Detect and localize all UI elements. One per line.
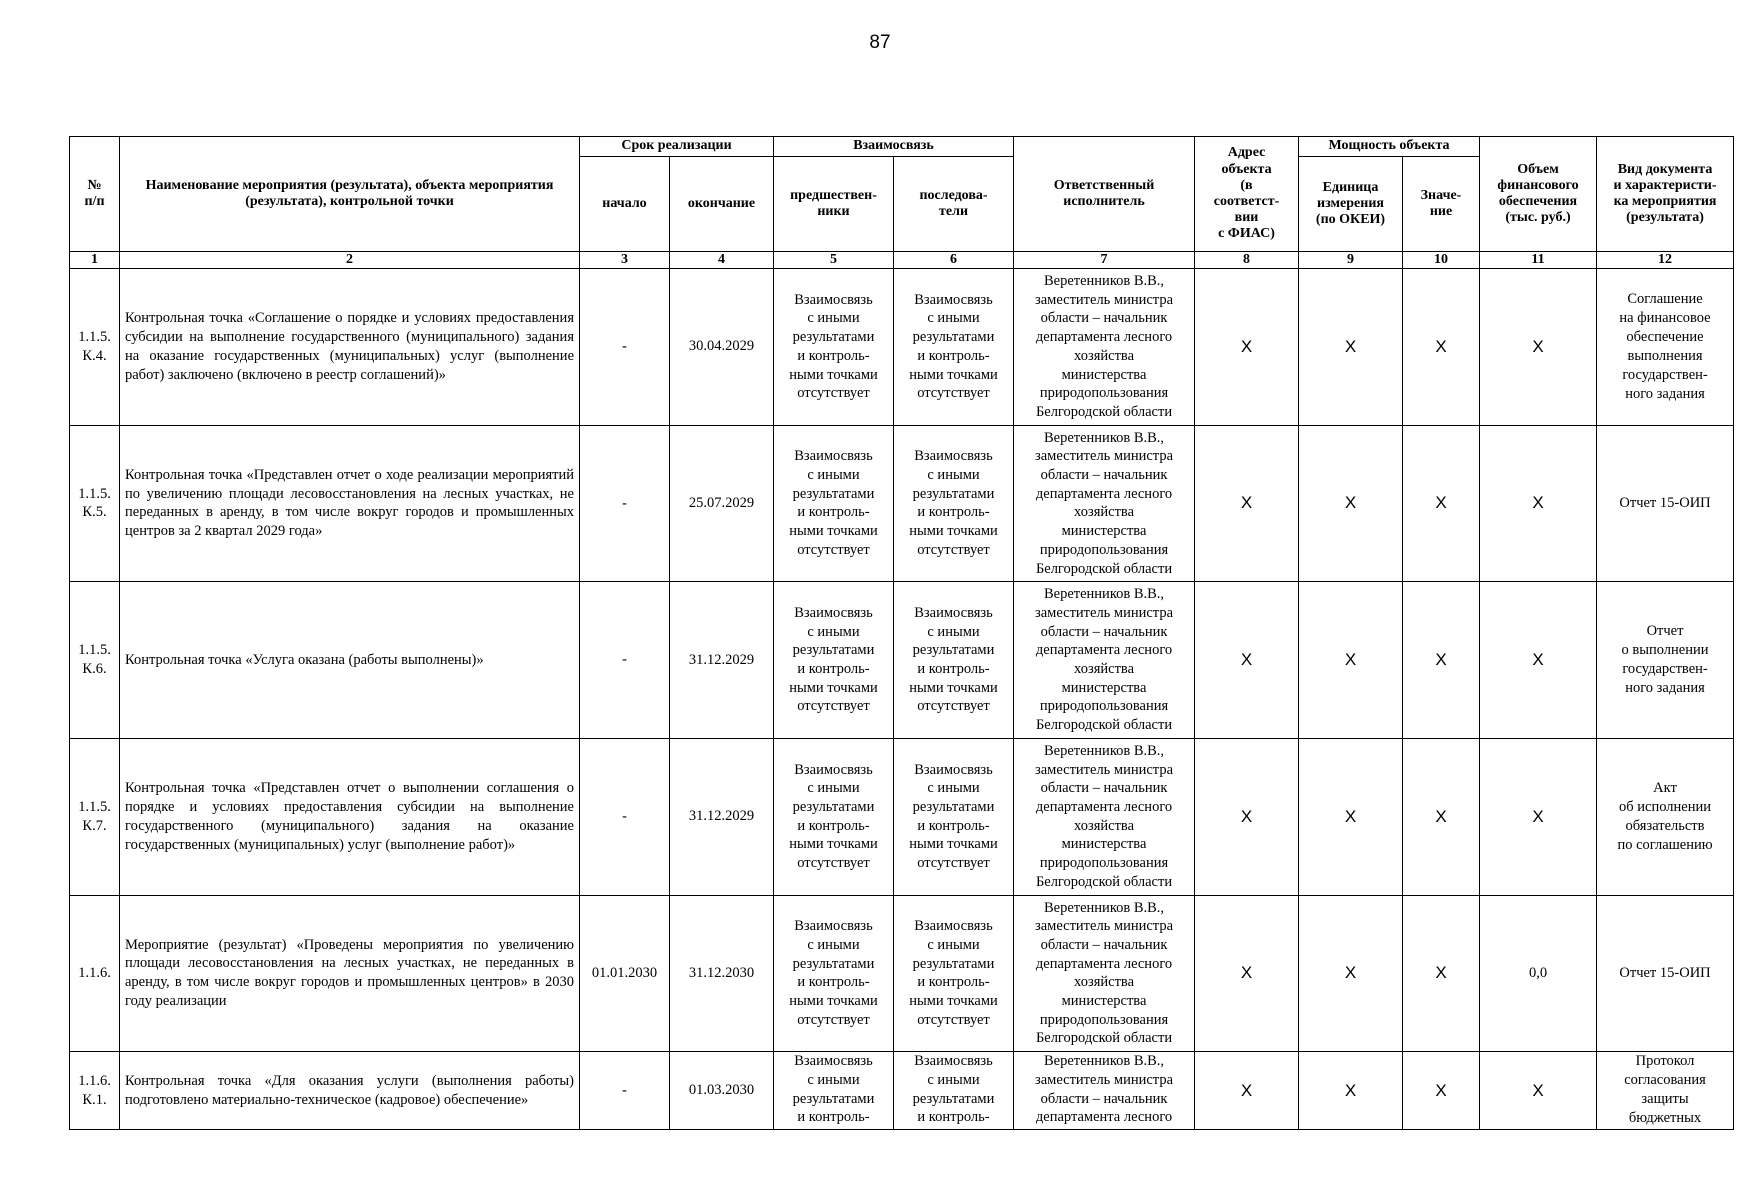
row-successors: Взаимосвязь с иными результатами и контроль- ными точками отсутствует <box>894 425 1014 582</box>
header-value: Значе- ние <box>1403 157 1480 252</box>
row-predecessors: Взаимосвязь с иными результатами и контроль- ными точками отсутствует <box>774 895 894 1052</box>
row-end: 31.12.2029 <box>670 582 774 739</box>
row-document: Отчет 15-ОИП <box>1597 425 1734 582</box>
table-row <box>70 1052 1734 1130</box>
row-end: 30.04.2029 <box>670 269 774 426</box>
row-document: Акт об исполнении обязательств по соглашению <box>1597 738 1734 895</box>
row-unit: X <box>1299 1052 1403 1130</box>
row-successors: Взаимосвязь с иными результатами и контроль- ными точками отсутствует <box>894 269 1014 426</box>
row-document: Отчет о выполнении государствен- ного задания <box>1597 582 1734 739</box>
column-number: 10 <box>1403 252 1480 269</box>
header-name: Наименование мероприятия (результата), объекта мероприятия (результата), контрольной точки <box>120 137 580 252</box>
row-successors: Взаимосвязь с иными результатами и контроль- ными точками отсутствует <box>894 582 1014 739</box>
header-start: начало <box>580 157 670 252</box>
row-start: 01.01.2030 <box>580 895 670 1052</box>
row-predecessors <box>774 1052 894 1130</box>
column-number: 8 <box>1195 252 1299 269</box>
row-start: - <box>580 1052 670 1130</box>
row-end: 31.12.2029 <box>670 738 774 895</box>
row-value: X <box>1403 895 1480 1052</box>
column-number: 1 <box>70 252 120 269</box>
row-unit: X <box>1299 895 1403 1052</box>
row-finance: X <box>1480 269 1597 426</box>
row-code: 1.1.6. <box>70 895 120 1052</box>
row-responsible-text: Веретенников В.В., заместитель министра области – начальник департамента лесного <box>1035 1053 1174 1126</box>
row-value: X <box>1403 425 1480 582</box>
row-predecessors: Взаимосвязь с иными результатами и контроль- ными точками отсутствует <box>774 425 894 582</box>
row-end: 31.12.2030 <box>670 895 774 1052</box>
row-predecessors: Взаимосвязь с иными результатами и контроль- ными точками отсутствует <box>774 269 894 426</box>
row-responsible: Веретенников В.В., заместитель министра области – начальник департамента лесного хозяйства министерства природопользования Белгородской области <box>1014 582 1195 739</box>
column-number: 11 <box>1480 252 1597 269</box>
row-value: X <box>1403 738 1480 895</box>
row-value: X <box>1403 1052 1480 1130</box>
header-group-period: Срок реализации <box>580 137 774 157</box>
row-responsible: Веретенников В.В., заместитель министра области – начальник департамента лесного хозяйства министерства природопользования Белгородской области <box>1014 425 1195 582</box>
column-number: 3 <box>580 252 670 269</box>
row-responsible: Веретенников В.В., заместитель министра области – начальник департамента лесного хозяйства министерства природопользования Белгородской области <box>1014 895 1195 1052</box>
row-responsible: Веретенников В.В., заместитель министра области – начальник департамента лесного хозяйства министерства природопользования Белгородской области <box>1014 269 1195 426</box>
row-value: X <box>1403 269 1480 426</box>
row-predecessors-text: Взаимосвязь с иными результатами и контроль- <box>792 1053 875 1126</box>
row-responsible: Веретенников В.В., заместитель министра области – начальник департамента лесного хозяйства министерства природопользования Белгородской области <box>1014 738 1195 895</box>
header-address: Адрес объекта (в соответст- вии с ФИАС) <box>1195 137 1299 252</box>
row-address: X <box>1195 425 1299 582</box>
row-code: 1.1.5. К.6. <box>70 582 120 739</box>
header-group-capacity: Мощность объекта <box>1299 137 1480 157</box>
row-finance: X <box>1480 425 1597 582</box>
header-row-1 <box>70 137 1734 157</box>
column-number: 9 <box>1299 252 1403 269</box>
column-number: 12 <box>1597 252 1734 269</box>
header-predecessors: предшествен- ники <box>774 157 894 252</box>
header-responsible: Ответственный исполнитель <box>1014 137 1195 252</box>
row-name: Контрольная точка «Представлен отчет о ходе реализации мероприятий по увеличению площади лесовосстановления на лесных участках, не переданных в аренду, в том числе вокруг городов и промышленных центров за 2 квартал 2029 года» <box>120 425 580 582</box>
column-number: 6 <box>894 252 1014 269</box>
row-unit: X <box>1299 582 1403 739</box>
row-end: 25.07.2029 <box>670 425 774 582</box>
header-group-link: Взаимосвязь <box>774 137 1014 157</box>
row-unit: X <box>1299 738 1403 895</box>
row-successors: Взаимосвязь с иными результатами и контроль- ными точками отсутствует <box>894 738 1014 895</box>
row-code: 1.1.5. К.4. <box>70 269 120 426</box>
row-start: - <box>580 425 670 582</box>
row-name: Контрольная точка «Услуга оказана (работы выполнены)» <box>120 582 580 739</box>
column-number: 7 <box>1014 252 1195 269</box>
row-code: 1.1.5. К.7. <box>70 738 120 895</box>
row-value: X <box>1403 582 1480 739</box>
column-number: 4 <box>670 252 774 269</box>
row-start: - <box>580 738 670 895</box>
header-finance: Объем финансового обеспечения (тыс. руб.) <box>1480 137 1597 252</box>
row-finance: X <box>1480 1052 1597 1130</box>
column-number: 2 <box>120 252 580 269</box>
row-code: 1.1.5. К.5. <box>70 425 120 582</box>
row-address: X <box>1195 1052 1299 1130</box>
row-address: X <box>1195 895 1299 1052</box>
header-num: № п/п <box>70 137 120 252</box>
row-address: X <box>1195 582 1299 739</box>
header-end: окончание <box>670 157 774 252</box>
header-successors: последова- тели <box>894 157 1014 252</box>
row-document <box>1597 1052 1734 1130</box>
table-row <box>70 582 1734 739</box>
row-unit: X <box>1299 425 1403 582</box>
header-unit: Единица измерения (по ОКЕИ) <box>1299 157 1403 252</box>
table-row <box>70 738 1734 895</box>
row-address: X <box>1195 738 1299 895</box>
table-row <box>70 269 1734 426</box>
row-document: Отчет 15-ОИП <box>1597 895 1734 1052</box>
row-unit: X <box>1299 269 1403 426</box>
row-start: - <box>580 582 670 739</box>
column-number: 5 <box>774 252 894 269</box>
table-row <box>70 425 1734 582</box>
header-document: Вид документа и характеристи- ка мероприятия (результата) <box>1597 137 1734 252</box>
plan-table <box>69 136 1734 1130</box>
page-number: 87 <box>869 32 891 53</box>
row-name: Мероприятие (результат) «Проведены мероприятия по увеличению площади лесовосстановления на лесных участках, не переданных в аренду, в том числе вокруг городов и промышленных центров» в 2030 году реализации <box>120 895 580 1052</box>
row-name: Контрольная точка «Представлен отчет о выполнении соглашения о порядке и условиях предоставления субсидии на выполнение государственного (муниципального) задания на оказание государственных (муниципальных) услуг (выполнение работ)» <box>120 738 580 895</box>
table-row <box>70 895 1734 1052</box>
row-predecessors: Взаимосвязь с иными результатами и контроль- ными точками отсутствует <box>774 738 894 895</box>
row-successors: Взаимосвязь с иными результатами и контроль- ными точками отсутствует <box>894 895 1014 1052</box>
row-document-text: Протокол согласования защиты бюджетных <box>1624 1053 1706 1126</box>
row-responsible <box>1014 1052 1195 1130</box>
row-name: Контрольная точка «Для оказания услуги (выполнения работы) подготовлено материально-техническое (кадровое) обеспечение» <box>120 1052 580 1130</box>
row-end: 01.03.2030 <box>670 1052 774 1130</box>
row-predecessors: Взаимосвязь с иными результатами и контроль- ными точками отсутствует <box>774 582 894 739</box>
row-finance: 0,0 <box>1480 895 1597 1052</box>
row-finance: X <box>1480 738 1597 895</box>
row-successors <box>894 1052 1014 1130</box>
row-document: Соглашение на финансовое обеспечение выполнения государствен- ного задания <box>1597 269 1734 426</box>
row-successors-text: Взаимосвязь с иными результатами и контроль- <box>912 1053 995 1126</box>
row-name: Контрольная точка «Соглашение о порядке и условиях предоставления субсидии на выполнение государственного (муниципального) задания на оказание государственных (муниципальных) услуг (выполнение работ) заключено (включено в реестр соглашений)» <box>120 269 580 426</box>
row-code: 1.1.6. К.1. <box>70 1052 120 1130</box>
row-start: - <box>580 269 670 426</box>
row-finance: X <box>1480 582 1597 739</box>
header-column-numbers <box>70 252 1734 269</box>
row-address: X <box>1195 269 1299 426</box>
